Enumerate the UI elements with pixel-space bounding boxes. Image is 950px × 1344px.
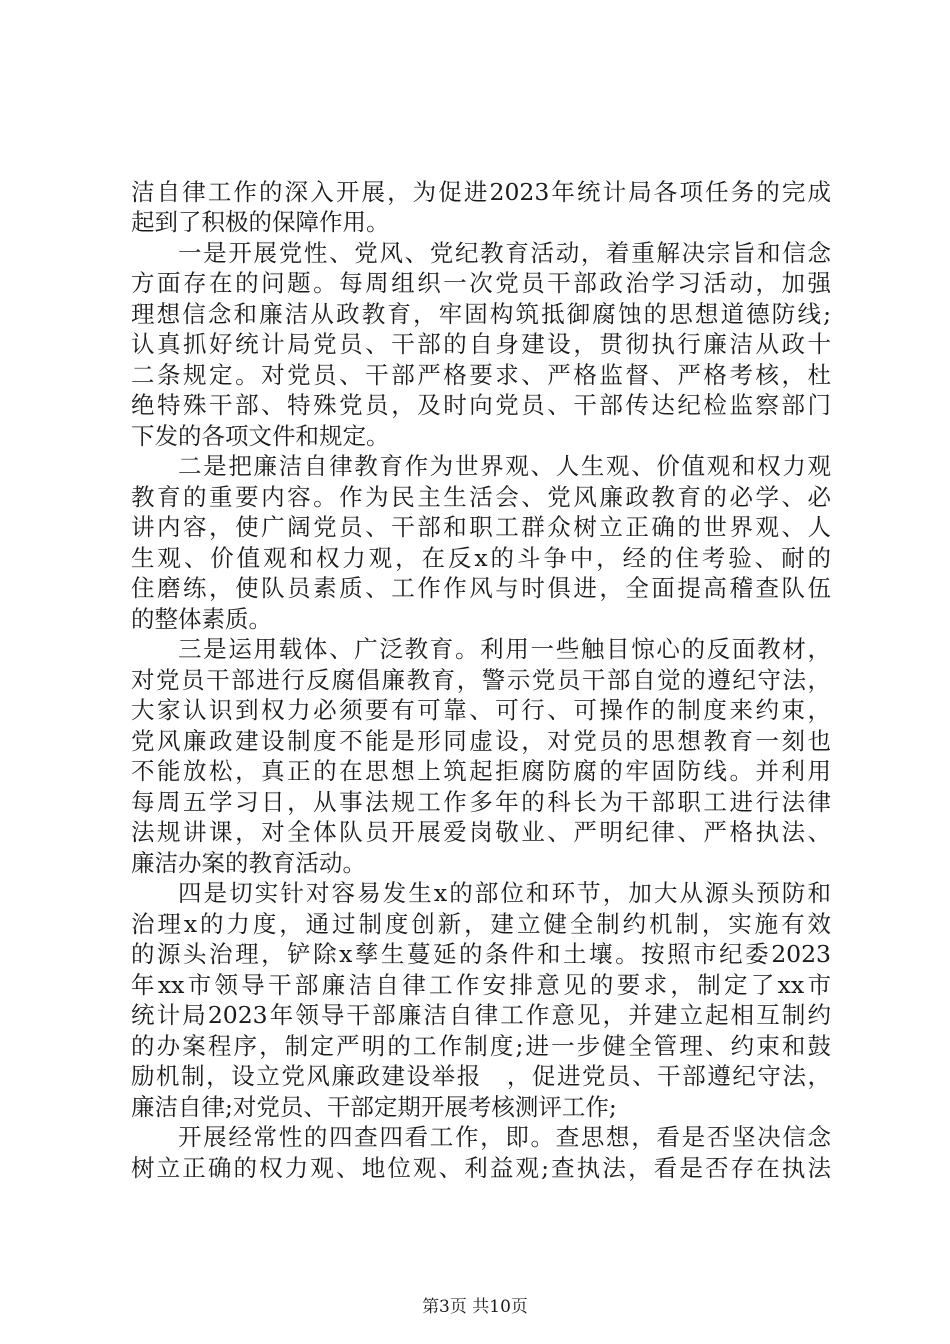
- text-line: 法规讲课，对全体队员开展爱岗敬业、严明纪律、严格执法、: [131, 818, 831, 846]
- text-line: 起到了积极的保障作用。: [131, 208, 390, 236]
- paragraph-start-line: 二是把廉洁自律教育作为世界观、人生观、价值观和权力观: [178, 452, 831, 480]
- text-line: 二条规定。对党员、干部严格要求、严格监督、严格考核，杜: [131, 361, 831, 389]
- text-line: 方面存在的问题。每周组织一次党员干部政治学习活动，加强: [131, 269, 831, 297]
- text-line: 树立正确的权力观、地位观、利益观;查执法，看是否存在执法: [131, 1154, 831, 1182]
- text-line: 的整体素质。: [131, 605, 272, 633]
- text-line: 党风廉政建设制度不能是形同虚设，对党员的思想教育一刻也: [131, 727, 831, 755]
- paragraph-start-line: 一是开展党性、党风、党纪教育活动，着重解决宗旨和信念: [178, 239, 831, 267]
- paragraph-start-line: 开展经常性的四查四看工作，即。查思想，看是否坚决信念: [178, 1123, 831, 1151]
- text-line: 年xx市领导干部廉洁自律工作安排意见的要求，制定了xx市: [131, 971, 831, 999]
- text-line: 廉洁办案的教育活动。: [131, 849, 366, 877]
- text-line: 认真抓好统计局党员、干部的自身建设，贯彻执行廉洁从政十: [131, 330, 831, 358]
- text-line: 生观、价值观和权力观，在反x的斗争中，经的住考验、耐的: [131, 544, 831, 572]
- text-line: 洁自律工作的深入开展，为促进2023年统计局各项任务的完成: [131, 178, 831, 206]
- text-line: 每周五学习日，从事法规工作多年的科长为干部职工进行法律: [131, 788, 831, 816]
- paragraph-start-line: 四是切实针对容易发生x的部位和环节，加大从源头预防和: [178, 879, 831, 907]
- text-line: 绝特殊干部、特殊党员，及时向党员、干部传达纪检监察部门: [131, 391, 831, 419]
- text-line: 不能放松，真正的在思想上筑起拒腐防腐的牢固防线。并利用: [131, 757, 831, 785]
- text-line: 对党员干部进行反腐倡廉教育，警示党员干部自觉的遵纪守法，: [131, 666, 831, 694]
- text-line: 理想信念和廉洁从政教育，牢固构筑抵御腐蚀的思想道德防线;: [131, 300, 831, 328]
- text-line: 的源头治理，铲除x孳生蔓延的条件和土壤。按照市纪委2023: [131, 940, 831, 968]
- text-line: 治理x的力度，通过制度创新，建立健全制约机制，实施有效: [131, 910, 831, 938]
- text-line: 下发的各项文件和规定。: [131, 422, 390, 450]
- page-number-footer: 第3页 共10页: [422, 1297, 528, 1317]
- text-line: 的办案程序，制定严明的工作制度;进一步健全管理、约束和鼓: [131, 1032, 831, 1060]
- text-line: 励机制，设立党风廉政建设举报 ，促进党员、干部遵纪守法，: [131, 1062, 831, 1090]
- paragraph-start-line: 三是运用载体、广泛教育。利用一些触目惊心的反面教材，: [178, 635, 831, 663]
- text-line: 住磨练，使队员素质、工作作风与时俱进，全面提高稽查队伍: [131, 574, 831, 602]
- text-line: 大家认识到权力必须要有可靠、可行、可操作的制度来约束，: [131, 696, 831, 724]
- text-line: 教育的重要内容。作为民主生活会、党风廉政教育的必学、必: [131, 483, 831, 511]
- text-line: 讲内容，使广阔党员、干部和职工群众树立正确的世界观、人: [131, 513, 831, 541]
- text-line: 廉洁自律;对党员、干部定期开展考核测评工作;: [131, 1093, 617, 1121]
- text-line: 统计局2023年领导干部廉洁自律工作意见，并建立起相互制约: [131, 1001, 831, 1029]
